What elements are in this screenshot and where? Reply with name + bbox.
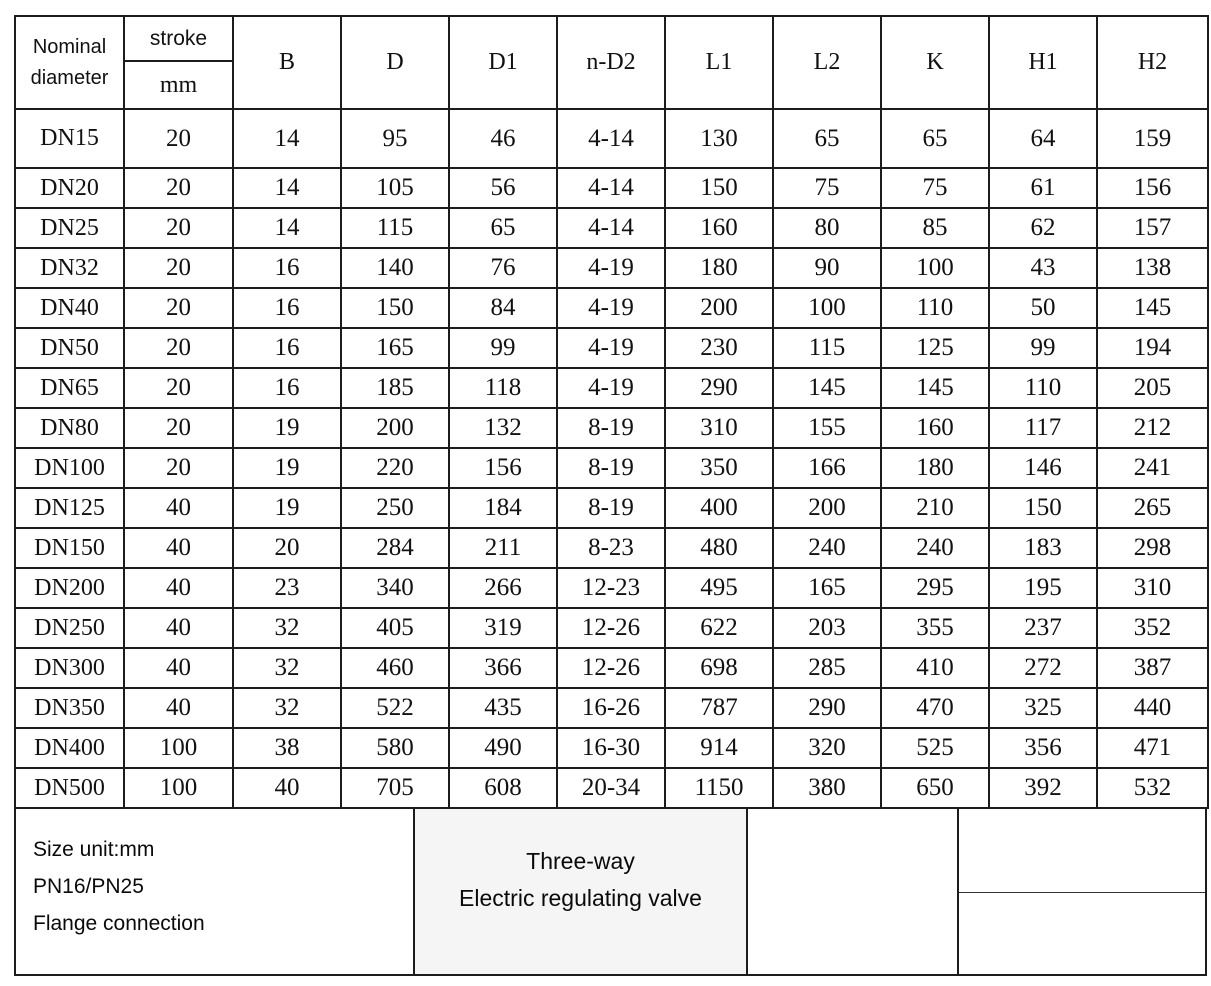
cell-H1: 117 — [989, 408, 1097, 448]
spec-table-body — [15, 109, 1208, 808]
cell-dn: DN150 — [15, 528, 124, 568]
cell-L1: 1150 — [665, 768, 773, 808]
cell-K: 410 — [881, 648, 989, 688]
cell-nD2: 4-14 — [557, 109, 665, 168]
header-col-D: D — [341, 16, 449, 109]
cell-H2: 387 — [1097, 648, 1208, 688]
cell-D1: 608 — [449, 768, 557, 808]
note-connection: Flange connection — [33, 912, 205, 935]
cell-B: 16 — [233, 288, 341, 328]
cell-H2: 145 — [1097, 288, 1208, 328]
cell-H1: 50 — [989, 288, 1097, 328]
cell-K: 355 — [881, 608, 989, 648]
table-row — [15, 288, 1208, 328]
cell-L1: 310 — [665, 408, 773, 448]
cell-dn: DN250 — [15, 608, 124, 648]
cell-stroke: 20 — [124, 168, 233, 208]
cell-nD2: 4-14 — [557, 168, 665, 208]
cell-D1: 56 — [449, 168, 557, 208]
cell-D1: 211 — [449, 528, 557, 568]
cell-H1: 325 — [989, 688, 1097, 728]
cell-K: 650 — [881, 768, 989, 808]
cell-dn: DN15 — [15, 109, 124, 168]
cell-dn: DN125 — [15, 488, 124, 528]
header-stroke-unit: mm — [124, 61, 233, 109]
cell-dn: DN65 — [15, 368, 124, 408]
table-row — [15, 328, 1208, 368]
cell-B: 19 — [233, 408, 341, 448]
cell-B: 16 — [233, 368, 341, 408]
cell-D: 522 — [341, 688, 449, 728]
cell-K: 85 — [881, 208, 989, 248]
header-col-H2: H2 — [1097, 16, 1208, 109]
cell-D1: 156 — [449, 448, 557, 488]
cell-B: 38 — [233, 728, 341, 768]
cell-H1: 150 — [989, 488, 1097, 528]
cell-D1: 435 — [449, 688, 557, 728]
cell-D1: 76 — [449, 248, 557, 288]
cell-L2: 380 — [773, 768, 881, 808]
cell-dn: DN100 — [15, 448, 124, 488]
cell-stroke: 20 — [124, 248, 233, 288]
cell-H1: 61 — [989, 168, 1097, 208]
header-col-L1: L1 — [665, 16, 773, 109]
header-nominal-diameter — [15, 16, 124, 109]
table-row — [15, 728, 1208, 768]
cell-K: 110 — [881, 288, 989, 328]
cell-nD2: 16-30 — [557, 728, 665, 768]
cell-D: 95 — [341, 109, 449, 168]
cell-H1: 272 — [989, 648, 1097, 688]
cell-nD2: 4-14 — [557, 208, 665, 248]
cell-L2: 203 — [773, 608, 881, 648]
cell-L2: 115 — [773, 328, 881, 368]
cell-B: 16 — [233, 248, 341, 288]
cell-dn: DN300 — [15, 648, 124, 688]
cell-dn: DN200 — [15, 568, 124, 608]
cell-B: 14 — [233, 168, 341, 208]
right-title-block-bottom — [959, 893, 1205, 974]
cell-H1: 62 — [989, 208, 1097, 248]
cell-H2: 157 — [1097, 208, 1208, 248]
cell-B: 20 — [233, 528, 341, 568]
cell-L2: 65 — [773, 109, 881, 168]
cell-L2: 166 — [773, 448, 881, 488]
cell-H2: 159 — [1097, 109, 1208, 168]
right-title-block — [959, 809, 1205, 974]
cell-H1: 110 — [989, 368, 1097, 408]
table-row — [15, 168, 1208, 208]
cell-nD2: 8-19 — [557, 408, 665, 448]
cell-H1: 237 — [989, 608, 1097, 648]
right-title-block-top — [959, 809, 1205, 893]
cell-L1: 150 — [665, 168, 773, 208]
cell-L1: 622 — [665, 608, 773, 648]
header-col-H1: H1 — [989, 16, 1097, 109]
table-header — [15, 16, 1208, 109]
product-name-cell — [415, 809, 748, 974]
cell-L2: 145 — [773, 368, 881, 408]
cell-D1: 65 — [449, 208, 557, 248]
cell-stroke: 20 — [124, 408, 233, 448]
cell-D: 115 — [341, 208, 449, 248]
note-pressure: PN16/PN25 — [33, 875, 144, 898]
cell-L1: 160 — [665, 208, 773, 248]
cell-L1: 200 — [665, 288, 773, 328]
cell-L1: 350 — [665, 448, 773, 488]
cell-D: 705 — [341, 768, 449, 808]
cell-H2: 440 — [1097, 688, 1208, 728]
cell-D: 220 — [341, 448, 449, 488]
cell-stroke: 100 — [124, 728, 233, 768]
cell-B: 19 — [233, 488, 341, 528]
cell-K: 470 — [881, 688, 989, 728]
cell-K: 65 — [881, 109, 989, 168]
note-size-unit: Size unit:mm — [33, 838, 155, 861]
cell-stroke: 20 — [124, 288, 233, 328]
cell-K: 75 — [881, 168, 989, 208]
cell-D: 165 — [341, 328, 449, 368]
cell-L2: 90 — [773, 248, 881, 288]
table-row — [15, 488, 1208, 528]
cell-dn: DN20 — [15, 168, 124, 208]
cell-K: 180 — [881, 448, 989, 488]
cell-D1: 46 — [449, 109, 557, 168]
cell-L2: 155 — [773, 408, 881, 448]
cell-K: 145 — [881, 368, 989, 408]
cell-B: 40 — [233, 768, 341, 808]
cell-B: 23 — [233, 568, 341, 608]
cell-nD2: 4-19 — [557, 328, 665, 368]
cell-B: 14 — [233, 109, 341, 168]
cell-nD2: 8-23 — [557, 528, 665, 568]
table-row — [15, 528, 1208, 568]
cell-K: 240 — [881, 528, 989, 568]
cell-H1: 146 — [989, 448, 1097, 488]
cell-dn: DN500 — [15, 768, 124, 808]
table-row — [15, 448, 1208, 488]
cell-D1: 132 — [449, 408, 557, 448]
cell-D: 460 — [341, 648, 449, 688]
table-row — [15, 608, 1208, 648]
header-nominal-line1: Nominal — [32, 35, 107, 58]
empty-cell — [748, 809, 959, 974]
cell-B: 32 — [233, 648, 341, 688]
cell-nD2: 12-26 — [557, 608, 665, 648]
cell-L2: 75 — [773, 168, 881, 208]
table-row — [15, 768, 1208, 808]
cell-dn: DN350 — [15, 688, 124, 728]
cell-L2: 320 — [773, 728, 881, 768]
cell-K: 160 — [881, 408, 989, 448]
cell-K: 525 — [881, 728, 989, 768]
table-row — [15, 208, 1208, 248]
cell-L1: 180 — [665, 248, 773, 288]
cell-H2: 265 — [1097, 488, 1208, 528]
cell-dn: DN40 — [15, 288, 124, 328]
cell-B: 19 — [233, 448, 341, 488]
cell-dn: DN32 — [15, 248, 124, 288]
cell-stroke: 40 — [124, 688, 233, 728]
cell-stroke: 40 — [124, 648, 233, 688]
cell-H2: 138 — [1097, 248, 1208, 288]
title-block — [14, 809, 1207, 976]
cell-D: 150 — [341, 288, 449, 328]
cell-nD2: 12-26 — [557, 648, 665, 688]
cell-L1: 698 — [665, 648, 773, 688]
product-name-line2: Electric regulating valve — [459, 884, 702, 911]
dimension-table — [14, 15, 1209, 809]
table-row — [15, 688, 1208, 728]
cell-H1: 183 — [989, 528, 1097, 568]
cell-stroke: 20 — [124, 448, 233, 488]
cell-nD2: 20-34 — [557, 768, 665, 808]
cell-nD2: 4-19 — [557, 288, 665, 328]
cell-stroke: 100 — [124, 768, 233, 808]
cell-L1: 290 — [665, 368, 773, 408]
cell-D: 200 — [341, 408, 449, 448]
header-col-D1: D1 — [449, 16, 557, 109]
cell-D1: 118 — [449, 368, 557, 408]
product-name-line1: Three-way — [526, 847, 635, 874]
cell-D1: 266 — [449, 568, 557, 608]
cell-nD2: 4-19 — [557, 248, 665, 288]
cell-B: 32 — [233, 608, 341, 648]
cell-D: 405 — [341, 608, 449, 648]
cell-D1: 84 — [449, 288, 557, 328]
cell-K: 100 — [881, 248, 989, 288]
cell-L1: 787 — [665, 688, 773, 728]
table-row — [15, 648, 1208, 688]
cell-D1: 319 — [449, 608, 557, 648]
cell-D1: 490 — [449, 728, 557, 768]
cell-H2: 298 — [1097, 528, 1208, 568]
header-col-B: B — [233, 16, 341, 109]
table-row — [15, 368, 1208, 408]
cell-D: 185 — [341, 368, 449, 408]
cell-H2: 156 — [1097, 168, 1208, 208]
cell-D1: 184 — [449, 488, 557, 528]
cell-L1: 130 — [665, 109, 773, 168]
cell-nD2: 8-19 — [557, 448, 665, 488]
cell-stroke: 20 — [124, 368, 233, 408]
header-stroke: stroke — [124, 16, 233, 61]
cell-H1: 195 — [989, 568, 1097, 608]
notes-cell — [16, 809, 415, 974]
header-nominal-line2: diameter — [30, 66, 109, 89]
cell-dn: DN25 — [15, 208, 124, 248]
cell-dn: DN80 — [15, 408, 124, 448]
cell-L2: 240 — [773, 528, 881, 568]
cell-nD2: 4-19 — [557, 368, 665, 408]
cell-nD2: 8-19 — [557, 488, 665, 528]
cell-H1: 356 — [989, 728, 1097, 768]
cell-L2: 200 — [773, 488, 881, 528]
cell-H1: 99 — [989, 328, 1097, 368]
cell-L1: 495 — [665, 568, 773, 608]
cell-L1: 914 — [665, 728, 773, 768]
header-col-L2: L2 — [773, 16, 881, 109]
cell-D: 140 — [341, 248, 449, 288]
cell-B: 32 — [233, 688, 341, 728]
cell-L1: 230 — [665, 328, 773, 368]
cell-H2: 352 — [1097, 608, 1208, 648]
header-col-K: K — [881, 16, 989, 109]
cell-nD2: 12-23 — [557, 568, 665, 608]
cell-H1: 43 — [989, 248, 1097, 288]
cell-B: 16 — [233, 328, 341, 368]
cell-L2: 80 — [773, 208, 881, 248]
cell-dn: DN400 — [15, 728, 124, 768]
cell-B: 14 — [233, 208, 341, 248]
cell-D: 250 — [341, 488, 449, 528]
cell-H2: 532 — [1097, 768, 1208, 808]
cell-L1: 480 — [665, 528, 773, 568]
cell-dn: DN50 — [15, 328, 124, 368]
cell-H1: 392 — [989, 768, 1097, 808]
cell-L2: 290 — [773, 688, 881, 728]
cell-nD2: 16-26 — [557, 688, 665, 728]
cell-D: 580 — [341, 728, 449, 768]
cell-K: 295 — [881, 568, 989, 608]
table-row — [15, 248, 1208, 288]
cell-H2: 241 — [1097, 448, 1208, 488]
cell-stroke: 40 — [124, 568, 233, 608]
cell-H2: 310 — [1097, 568, 1208, 608]
cell-H2: 194 — [1097, 328, 1208, 368]
cell-L2: 165 — [773, 568, 881, 608]
cell-L1: 400 — [665, 488, 773, 528]
cell-stroke: 40 — [124, 528, 233, 568]
cell-H2: 205 — [1097, 368, 1208, 408]
cell-D: 284 — [341, 528, 449, 568]
table-row — [15, 408, 1208, 448]
table-row — [15, 109, 1208, 168]
cell-stroke: 20 — [124, 208, 233, 248]
cell-stroke: 20 — [124, 109, 233, 168]
cell-stroke: 20 — [124, 328, 233, 368]
cell-D: 105 — [341, 168, 449, 208]
cell-stroke: 40 — [124, 488, 233, 528]
cell-L2: 100 — [773, 288, 881, 328]
cell-D1: 366 — [449, 648, 557, 688]
cell-L2: 285 — [773, 648, 881, 688]
cell-D1: 99 — [449, 328, 557, 368]
header-col-nD2: n-D2 — [557, 16, 665, 109]
table-row — [15, 568, 1208, 608]
cell-K: 125 — [881, 328, 989, 368]
spec-sheet — [14, 15, 1207, 976]
cell-H1: 64 — [989, 109, 1097, 168]
cell-H2: 471 — [1097, 728, 1208, 768]
cell-K: 210 — [881, 488, 989, 528]
cell-H2: 212 — [1097, 408, 1208, 448]
cell-D: 340 — [341, 568, 449, 608]
cell-stroke: 40 — [124, 608, 233, 648]
